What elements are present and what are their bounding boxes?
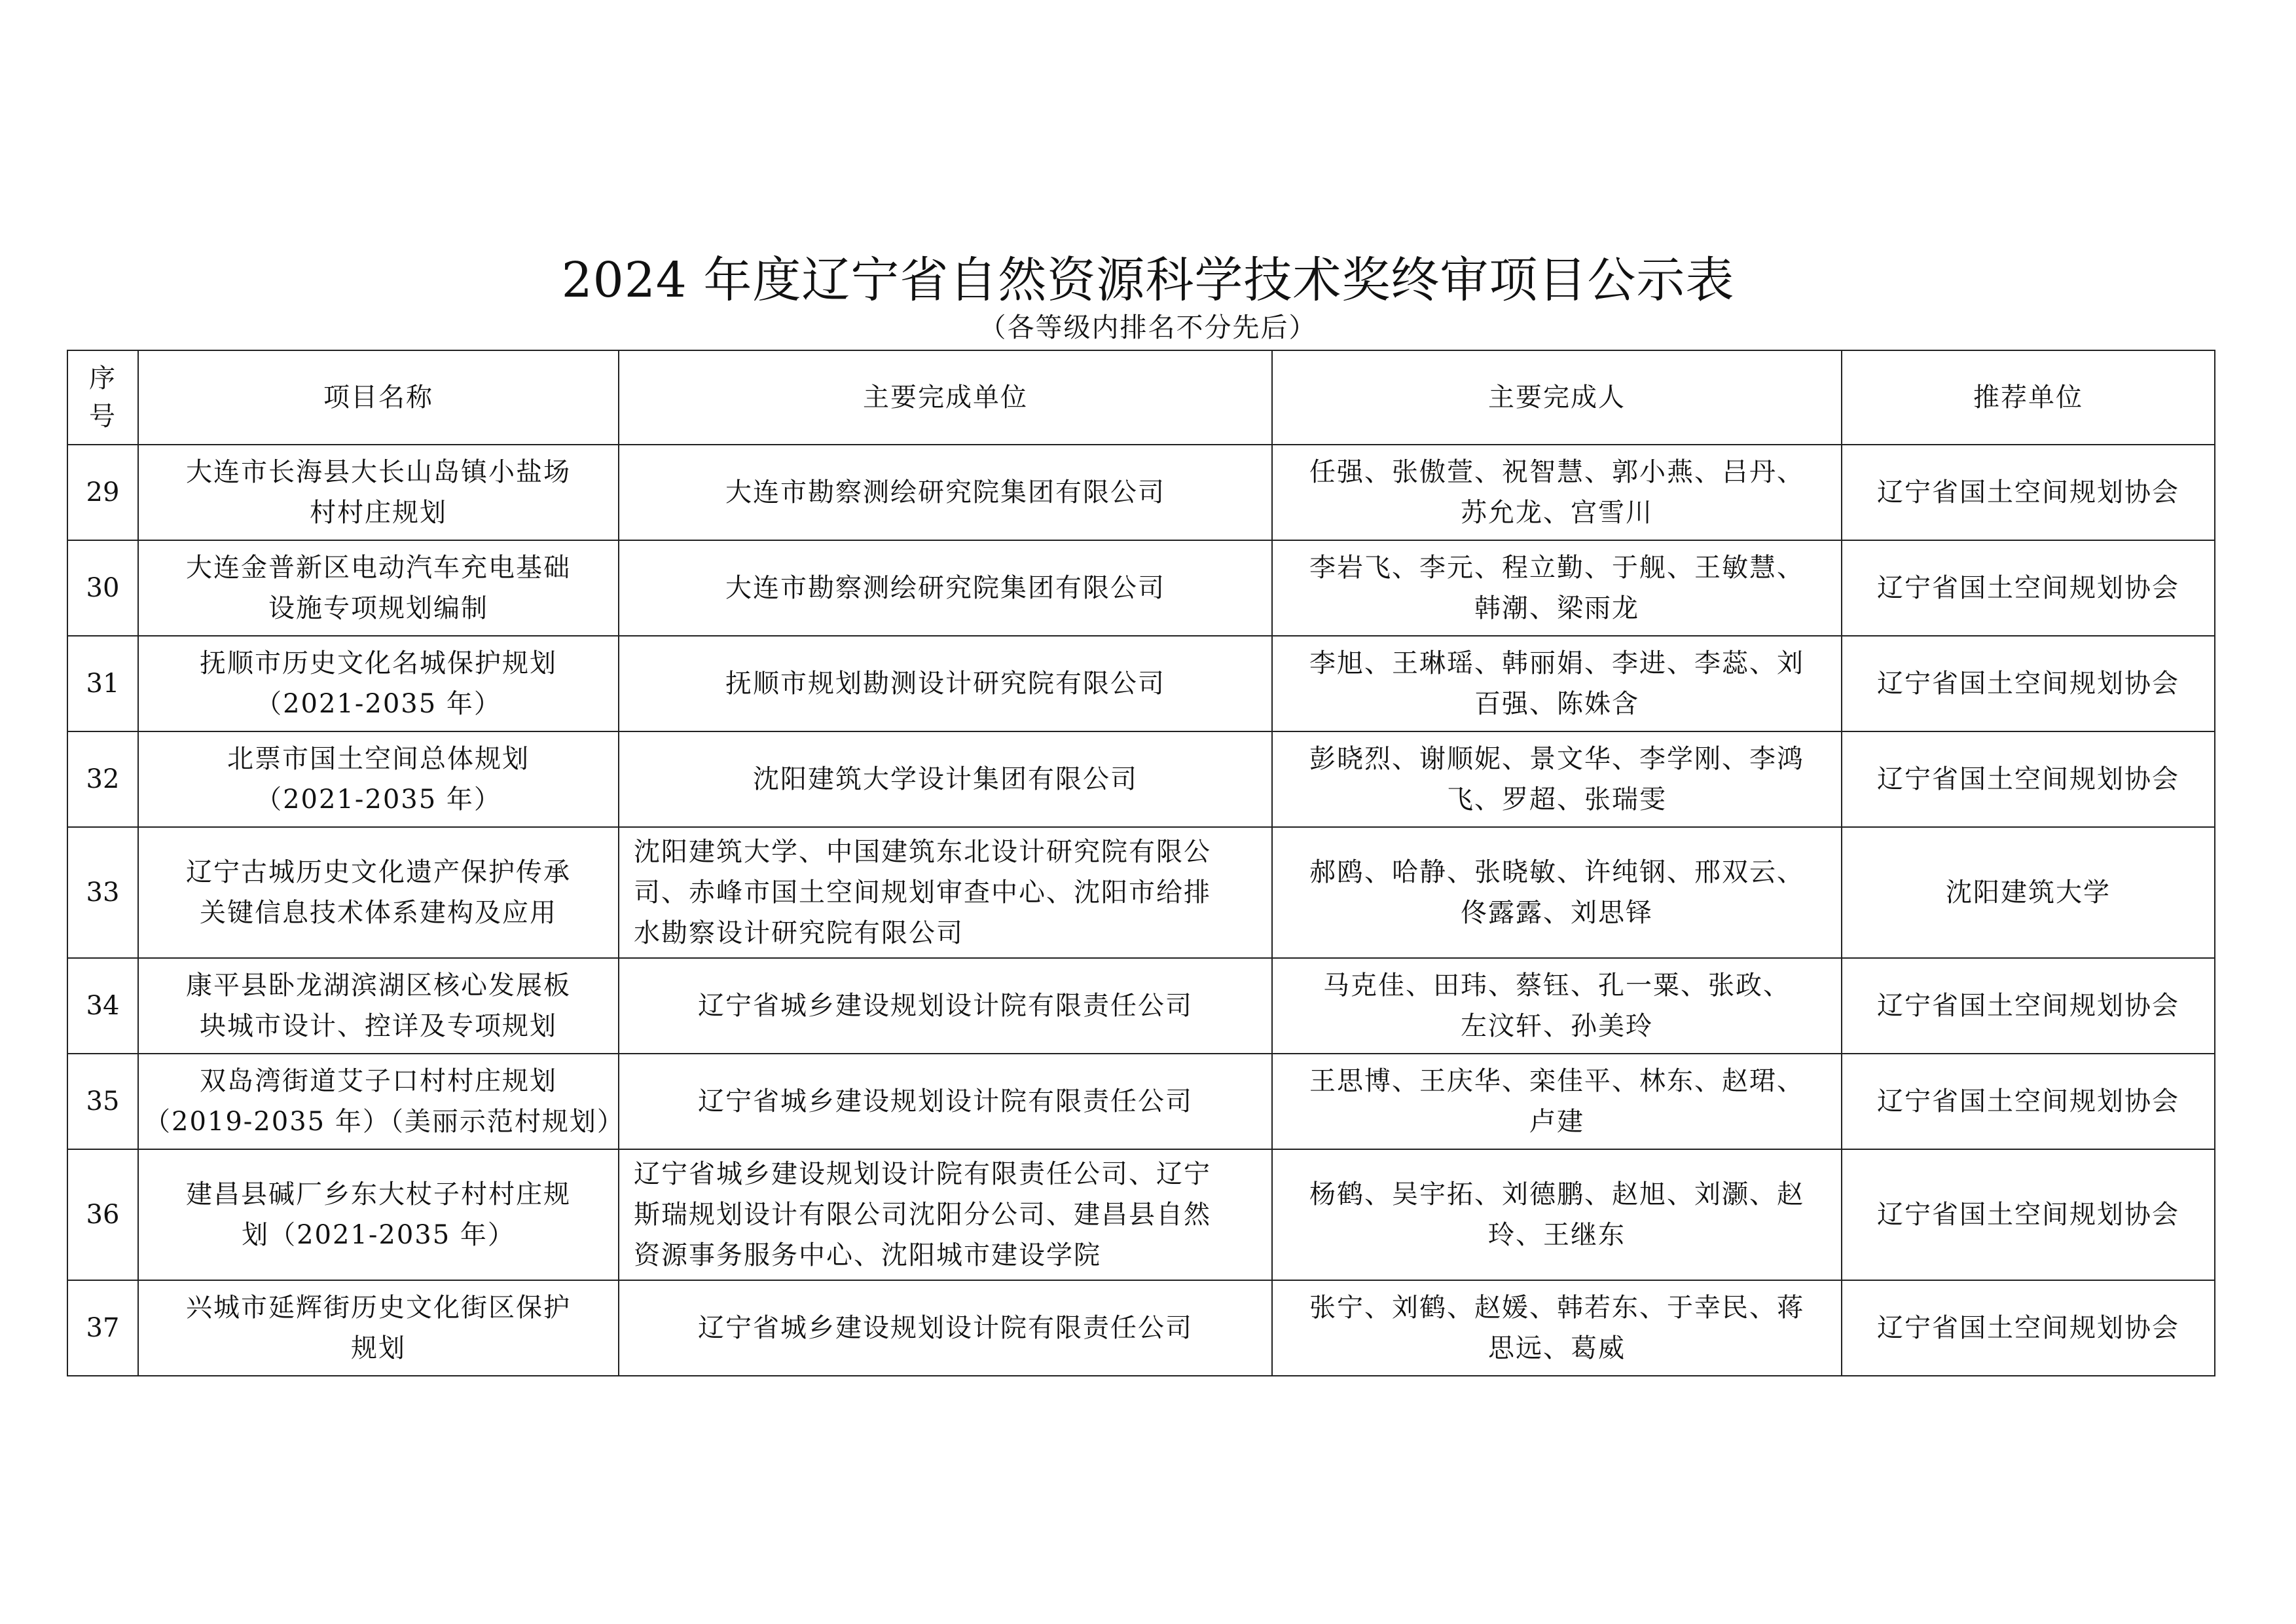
row-no: 37	[67, 1280, 138, 1376]
completion-units: 辽宁省城乡建设规划设计院有限责任公司	[619, 1054, 1272, 1149]
recommender: 辽宁省国土空间规划协会	[1842, 445, 2215, 540]
completion-units: 沈阳建筑大学设计集团有限公司	[619, 731, 1272, 827]
project-name: 双岛湾街道艾子口村村庄规划 （2019-2035 年）（美丽示范村规划）	[138, 1054, 619, 1149]
completion-people: 李岩飞、李元、程立勤、于舰、王敏慧、 韩潮、梁雨龙	[1272, 540, 1842, 636]
completion-people: 王思博、王庆华、栾佳平、林东、赵珺、 卢建	[1272, 1054, 1842, 1149]
completion-units: 大连市勘察测绘研究院集团有限公司	[619, 445, 1272, 540]
completion-people: 彭晓烈、谢顺妮、景文华、李学刚、李鸿 飞、罗超、张瑞雯	[1272, 731, 1842, 827]
completion-people: 郝鸥、哈静、张晓敏、许纯钢、邢双云、 佟露露、刘思铎	[1272, 827, 1842, 958]
table-row	[67, 731, 2215, 827]
completion-people: 张宁、刘鹤、赵媛、韩若东、于幸民、蒋 思远、葛威	[1272, 1280, 1842, 1376]
completion-units: 辽宁省城乡建设规划设计院有限责任公司	[619, 1280, 1272, 1376]
header-no: 序 号	[67, 350, 138, 445]
page-subtitle: （各等级内排名不分先后）	[979, 312, 1317, 343]
completion-people: 马克佳、田玮、蔡钰、孔一粟、张政、 左汶轩、孙美玲	[1272, 958, 1842, 1054]
recommender: 辽宁省国土空间规划协会	[1842, 1280, 2215, 1376]
table-row	[67, 636, 2215, 731]
completion-people: 任强、张傲萱、祝智慧、郭小燕、吕丹、 苏允龙、宫雪川	[1272, 445, 1842, 540]
project-name: 大连金普新区电动汽车充电基础 设施专项规划编制	[138, 540, 619, 636]
project-name: 建昌县碱厂乡东大杖子村村庄规 划（2021-2035 年）	[138, 1149, 619, 1280]
recommender: 辽宁省国土空间规划协会	[1842, 540, 2215, 636]
table-row	[67, 540, 2215, 636]
recommender: 辽宁省国土空间规划协会	[1842, 1054, 2215, 1149]
project-name: 北票市国土空间总体规划 （2021-2035 年）	[138, 731, 619, 827]
completion-units: 沈阳建筑大学、中国建筑东北设计研究院有限公 司、赤峰市国土空间规划审查中心、沈阳市给排 水勘察设计研究院有限公司	[619, 827, 1272, 958]
completion-people: 李旭、王琳瑶、韩丽娟、李进、李蕊、刘 百强、陈姝含	[1272, 636, 1842, 731]
project-name: 康平县卧龙湖滨湖区核心发展板 块城市设计、控详及专项规划	[138, 958, 619, 1054]
completion-people: 杨鹤、吴宇拓、刘德鹏、赵旭、刘灏、赵 玲、王继东	[1272, 1149, 1842, 1280]
completion-units: 辽宁省城乡建设规划设计院有限责任公司、辽宁 斯瑞规划设计有限公司沈阳分公司、建昌县自然 资源事务服务中心、沈阳城市建设学院	[619, 1149, 1272, 1280]
row-no: 35	[67, 1054, 138, 1149]
header-units: 主要完成单位	[619, 350, 1272, 445]
table-row	[67, 827, 2215, 958]
row-no: 34	[67, 958, 138, 1054]
award-table	[67, 350, 2215, 1376]
project-name: 大连市长海县大长山岛镇小盐场 村村庄规划	[138, 445, 619, 540]
table-row	[67, 1054, 2215, 1149]
recommender: 辽宁省国土空间规划协会	[1842, 958, 2215, 1054]
row-no: 29	[67, 445, 138, 540]
row-no: 31	[67, 636, 138, 731]
recommender: 辽宁省国土空间规划协会	[1842, 731, 2215, 827]
recommender: 沈阳建筑大学	[1842, 827, 2215, 958]
project-name: 抚顺市历史文化名城保护规划 （2021-2035 年）	[138, 636, 619, 731]
project-name: 兴城市延辉街历史文化街区保护 规划	[138, 1280, 619, 1376]
completion-units: 抚顺市规划勘测设计研究院有限公司	[619, 636, 1272, 731]
table-row	[67, 958, 2215, 1054]
page-title: 2024 年度辽宁省自然资源科学技术奖终审项目公示表	[561, 252, 1735, 308]
table-row	[67, 1280, 2215, 1376]
row-no: 32	[67, 731, 138, 827]
completion-units: 辽宁省城乡建设规划设计院有限责任公司	[619, 958, 1272, 1054]
row-no: 33	[67, 827, 138, 958]
header-name: 项目名称	[138, 350, 619, 445]
table-row	[67, 445, 2215, 540]
header-recommender: 推荐单位	[1842, 350, 2215, 445]
table-header-row	[67, 350, 2215, 445]
row-no: 30	[67, 540, 138, 636]
table-row	[67, 1149, 2215, 1280]
header-people: 主要完成人	[1272, 350, 1842, 445]
recommender: 辽宁省国土空间规划协会	[1842, 636, 2215, 731]
completion-units: 大连市勘察测绘研究院集团有限公司	[619, 540, 1272, 636]
recommender: 辽宁省国土空间规划协会	[1842, 1149, 2215, 1280]
project-name: 辽宁古城历史文化遗产保护传承 关键信息技术体系建构及应用	[138, 827, 619, 958]
row-no: 36	[67, 1149, 138, 1280]
